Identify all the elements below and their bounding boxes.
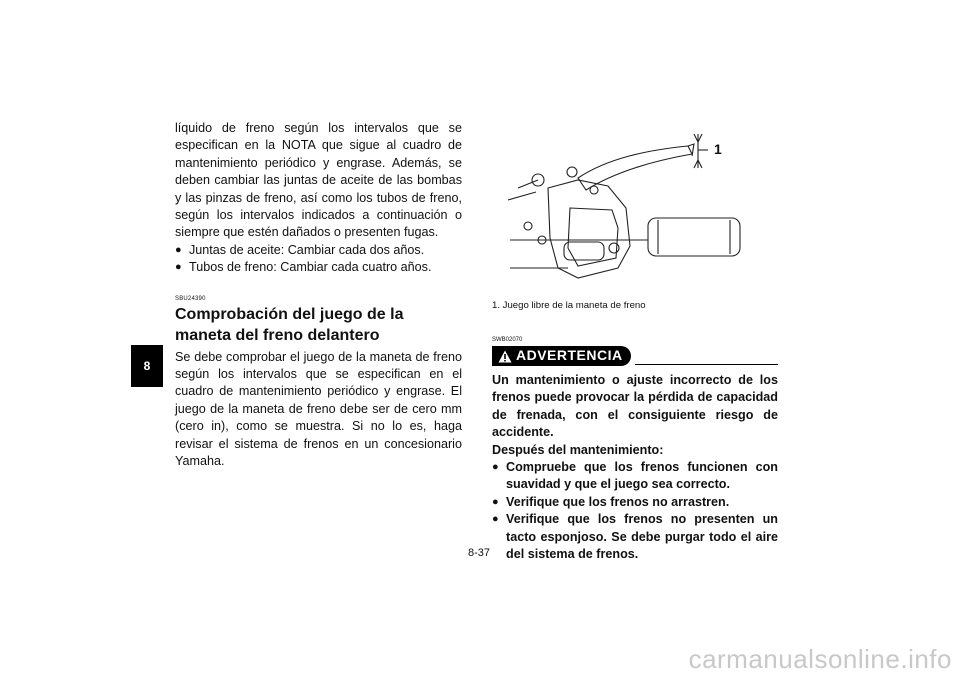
- right-column: [492, 300, 778, 563]
- warning-badge: [492, 346, 631, 366]
- list-item-text: Compruebe que los frenos funcionen con suavidad y que el juego sea correcto.: [506, 460, 778, 492]
- list-item-text: Verifique que los frenos no arrastren.: [506, 494, 730, 509]
- list-item-text: Tubos de freno: Cambiar cada cuatro años.: [189, 260, 432, 275]
- figure-callout: 1: [714, 141, 722, 157]
- bullet-icon: ●: [492, 495, 499, 508]
- figure-caption: 1. Juego libre de la maneta de freno: [492, 300, 646, 311]
- list-item: [492, 494, 778, 511]
- list-item: [492, 511, 778, 563]
- bullet-icon: ●: [175, 261, 182, 274]
- warning-label: ADVERTENCIA: [516, 347, 623, 364]
- page-number: 8-37: [468, 547, 491, 559]
- bullet-icon: ●: [175, 243, 182, 256]
- watermark: carmanualsonline.info: [688, 644, 952, 674]
- brake-lever-illustration: [508, 128, 758, 298]
- section-body: Se debe comprobar el juego de la maneta de freno según los intervalos que se especifican en el cuadro de mantenimiento periódico y engrase. El juego de la maneta de freno debe ser de cero mm (cero in), como se muestra. Si no lo es, haga revisar el sistema de frenos en un concesionario Yamaha.: [175, 349, 462, 469]
- list-item-text: Verifique que los frenos no presenten un tacto esponjoso. Se debe purgar todo el aire del sistema de frenos.: [506, 512, 778, 562]
- warning-after-heading: Después del mantenimiento:: [492, 442, 664, 457]
- list-item: [175, 242, 462, 259]
- list-item: [492, 459, 778, 494]
- intro-paragraph: líquido de freno según los intervalos que se especifican en la NOTA que sigue al cuadro de mantenimiento periódico y engrase. Además, se deben cambiar las juntas de aceite de las bombas y las pinzas de freno, así como los tubos de freno, según los intervalos indicados a continuación o siempre que estén dañados o presenten fugas.: [175, 121, 462, 240]
- chapter-number: 8: [143, 359, 151, 373]
- bullet-icon: ●: [492, 513, 499, 526]
- warning-code: SWB02070: [492, 337, 523, 343]
- bullet-icon: ●: [492, 461, 499, 474]
- section-title: Comprobación del juego de la maneta del freno delantero: [175, 305, 404, 344]
- list-item: [175, 259, 462, 276]
- warning-body: [492, 372, 778, 563]
- list-item-text: Juntas de aceite: Cambiar cada dos años.: [189, 242, 425, 257]
- warning-rule: [635, 364, 778, 365]
- left-column: [175, 120, 462, 471]
- warning-triangle-icon: [498, 350, 512, 363]
- warning-header: [492, 346, 778, 366]
- chapter-tab: [131, 345, 163, 387]
- section-code: SBU24390: [175, 295, 206, 302]
- warning-paragraph: Un mantenimiento o ajuste incorrecto de los frenos puede provocar la pérdida de capacidad de frenada, con el consiguiente riesgo de accidente.: [492, 373, 778, 440]
- brake-lever-figure: [508, 128, 758, 298]
